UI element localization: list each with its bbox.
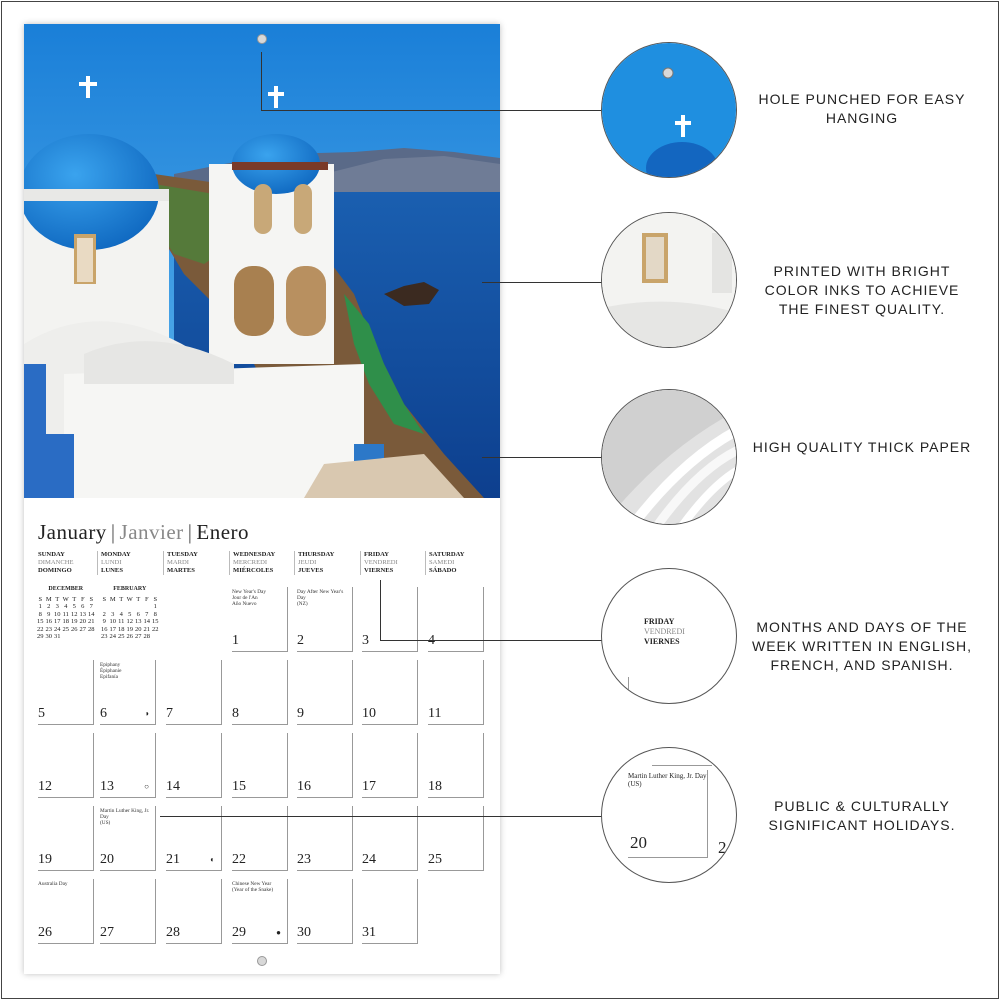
callout-inks: PRINTED WITH BRIGHT COLOR INKS TO ACHIEVE THE FINEST QUALITY. [764, 263, 960, 317]
connector-line-paper [482, 457, 602, 458]
mini-calendar-day: 1 [153, 603, 157, 610]
day-number: 14 [166, 779, 180, 794]
mini-calendar-day: F [144, 595, 149, 603]
zoom-holiday-sub: (US) [628, 780, 642, 788]
day-header-thursday [294, 551, 359, 575]
mini-calendar-day: 3 [55, 603, 59, 610]
day-number: 21 [166, 852, 180, 867]
callout-hole: HOLE PUNCHED FOR EASY HANGING [758, 91, 966, 126]
calendar-sheet [24, 24, 500, 974]
mini-calendar-day: M [45, 595, 52, 603]
day-fr: SAMEDI [429, 559, 455, 566]
moon-phase-icon: ◐ [210, 855, 215, 864]
day-cell [166, 660, 222, 725]
hanging-hole [257, 34, 267, 44]
mini-calendar-day: 24 [54, 625, 61, 633]
month-spanish: Enero [196, 520, 250, 544]
mini-calendar-day: 13 [135, 618, 142, 625]
holiday-label: Martin Luther King, Jr. Day (US) [100, 808, 150, 826]
day-number: 24 [362, 852, 376, 867]
zoom-bubble-inks [601, 212, 737, 348]
mini-calendar-day: 21 [143, 625, 150, 633]
zoom-friday-es: VIERNES [644, 637, 680, 646]
callout-holidays: PUBLIC & CULTURALLY SIGNIFICANT HOLIDAYS. [768, 798, 956, 833]
day-cell [362, 733, 418, 798]
mini-calendar-day: 14 [88, 610, 95, 618]
day-es: LUNES [101, 567, 123, 574]
day-en: MONDAY [101, 551, 131, 558]
day-cell [297, 587, 353, 652]
day-number: 9 [297, 706, 304, 721]
day-number: 31 [362, 925, 376, 940]
mini-calendar-day: 3 [111, 610, 115, 618]
mini-calendar-day: 24 [109, 633, 116, 640]
day-cell [428, 733, 484, 798]
holiday-label: Australia Day [38, 881, 68, 887]
mini-calendar-day: 13 [79, 610, 86, 618]
connector-line-languages [380, 640, 602, 641]
zoom-bubble-languages [601, 568, 737, 704]
day-number: 28 [166, 925, 180, 940]
day-cell [38, 806, 94, 871]
callout-paper: HIGH QUALITY THICK PAPER [752, 439, 972, 455]
mini-calendar-day: F [80, 595, 85, 603]
mini-calendar-day [87, 633, 96, 641]
day-fr: VENDREDI [364, 559, 398, 566]
mini-calendar-day: S [102, 595, 107, 603]
mini-calendar-day: 16 [101, 625, 108, 633]
day-cell [362, 879, 418, 944]
day-fr: MERCREDI [233, 559, 268, 566]
mini-calendar-day: 8 [38, 610, 42, 618]
day-number: 15 [232, 779, 246, 794]
mini-calendar-day: 7 [89, 603, 93, 610]
mini-calendar-day: 17 [109, 625, 116, 633]
callout-languages: MONTHS AND DAYS OF THE WEEK WRITTEN IN ENGLISH, FRENCH, AND SPANISH. [752, 619, 973, 673]
day-cell [428, 587, 484, 652]
mini-calendar-day: 21 [88, 618, 95, 625]
zoom-holiday-title: Martin Luther King, Jr. Day [628, 772, 707, 780]
mini-calendar-day [117, 603, 126, 611]
connector-line-languages [380, 580, 381, 640]
zoom-bubble-paper [601, 389, 737, 525]
day-number: 22 [232, 852, 246, 867]
day-cell [428, 660, 484, 725]
mini-calendar-day: 11 [118, 618, 125, 625]
day-number: 2 [297, 633, 304, 648]
day-es: DOMINGO [38, 567, 72, 574]
mini-calendar-row [36, 633, 96, 641]
mini-calendar-day: 23 [101, 633, 108, 640]
mini-calendar-row [100, 596, 160, 604]
day-es: MARTES [167, 567, 195, 574]
mini-calendar-day: W [62, 595, 69, 603]
mini-calendar-day [151, 633, 160, 641]
bottom-hole [257, 956, 267, 966]
mini-calendar-day [126, 603, 135, 611]
mini-calendar-day [143, 603, 152, 611]
day-es: MIÉRCOLES [233, 567, 274, 574]
day-cell [100, 806, 156, 871]
mini-calendar-day: T [72, 595, 77, 603]
mini-calendar-title: FEBRUARY [113, 586, 147, 592]
mini-calendar-day: 26 [71, 625, 78, 633]
moon-phase-icon: ● [276, 928, 281, 937]
mini-calendar-day: 4 [64, 603, 68, 610]
mini-calendar-day: 18 [118, 625, 125, 633]
day-number: 7 [166, 706, 173, 721]
day-number: 3 [362, 633, 369, 648]
mini-calendar-row [100, 626, 160, 634]
mini-calendar-day: 8 [153, 610, 157, 618]
holiday-label: Chinese New Year (Year of the Snake) [232, 881, 274, 893]
mini-calendar-row [100, 633, 160, 641]
zoom-friday-en: FRIDAY [644, 617, 675, 626]
day-header-tuesday [163, 551, 228, 575]
mini-calendar-day: 19 [71, 618, 78, 625]
mini-calendar-day: S [38, 595, 43, 603]
mini-calendar-row [36, 603, 96, 611]
mini-calendar-day: T [55, 595, 60, 603]
day-en: WEDNESDAY [233, 551, 276, 558]
mini-calendar-day: T [119, 595, 124, 603]
holiday-label: Epiphany Épiphanie Epifanía [100, 662, 122, 680]
day-cell [362, 660, 418, 725]
day-header-sunday [38, 551, 103, 575]
day-number: 29 [232, 925, 246, 940]
day-number [428, 633, 435, 649]
mini-calendar-day: 31 [54, 633, 61, 640]
mini-calendar-day: 25 [118, 633, 125, 640]
day-number: 26 [38, 925, 52, 940]
day-header-wednesday [229, 551, 294, 575]
day-cell [100, 660, 156, 725]
day-number: 10 [362, 706, 376, 721]
day-cell [232, 660, 288, 725]
day-cell [232, 879, 288, 944]
day-number: 5 [38, 706, 45, 721]
day-number: 20 [100, 852, 114, 867]
day-cell [38, 660, 94, 725]
day-number: 30 [297, 925, 311, 940]
day-header-saturday [425, 551, 490, 575]
day-header-monday [97, 551, 162, 575]
mini-calendar-day: S [89, 595, 94, 603]
connector-line-holidays [160, 816, 602, 817]
day-en: FRIDAY [364, 551, 390, 558]
mini-calendar-day: 12 [126, 618, 133, 625]
mini-calendar-day: 9 [47, 610, 51, 618]
day-fr: LUNDI [101, 559, 122, 566]
mini-calendar-title: DECEMBER [48, 586, 84, 592]
mini-calendar-day: 5 [128, 610, 132, 618]
mini-calendar-day: 19 [126, 625, 133, 633]
day-es: VIERNES [364, 567, 394, 574]
day-number: 18 [428, 779, 442, 794]
mini-calendar-day: T [136, 595, 141, 603]
day-cell [100, 733, 156, 798]
day-fr: DIMANCHE [38, 559, 74, 566]
day-es: JUEVES [298, 567, 324, 574]
mini-calendar-day: 29 [37, 633, 44, 640]
month-title [38, 520, 249, 545]
mini-calendar-day: 1 [38, 603, 42, 610]
mini-calendar-day: 25 [62, 625, 69, 633]
mini-calendar-row [36, 626, 96, 634]
mini-calendar-day: 15 [152, 618, 159, 625]
zoom-holiday-number: 20 [630, 833, 647, 852]
day-cell [166, 733, 222, 798]
mini-calendar-day: 20 [135, 625, 142, 633]
moon-phase-icon: ○ [144, 782, 149, 791]
day-cell [166, 879, 222, 944]
day-en: THURSDAY [298, 551, 335, 558]
mini-calendar-day: 6 [81, 603, 85, 610]
mini-calendar-day: 28 [143, 633, 150, 640]
mini-calendar-day: M [109, 595, 116, 603]
day-number: 17 [362, 779, 376, 794]
mini-calendar-day: 23 [45, 625, 52, 633]
mini-calendar-day: 27 [79, 625, 86, 633]
title-separator: | [110, 520, 116, 544]
mini-calendar-day [100, 603, 109, 611]
mini-calendar-day: 26 [126, 633, 133, 640]
mini-calendar-day: 2 [47, 603, 51, 610]
mini-calendar-december [36, 586, 96, 641]
day-number: 12 [38, 779, 52, 794]
day-cell [232, 733, 288, 798]
day-number: 23 [297, 852, 311, 867]
day-number: 16 [297, 779, 311, 794]
mini-calendar-day [70, 633, 79, 641]
mini-calendar-day [109, 603, 118, 611]
mini-calendar-day: 17 [54, 618, 61, 625]
holiday-label: New Year's Day Jour de l'An Año Nuevo [232, 589, 267, 607]
mini-calendar-day [134, 603, 143, 611]
zoom-bubble-hole [601, 42, 737, 178]
mini-calendar-day: 9 [102, 618, 106, 625]
moon-phase-icon: ◑ [144, 709, 149, 718]
zoom-bubble-holidays [601, 747, 737, 883]
day-fr: MARDI [167, 559, 189, 566]
zoom-holiday-next: 2 [718, 838, 727, 857]
day-cell [100, 879, 156, 944]
mini-calendar-day [79, 633, 88, 641]
santorini-photo [24, 24, 500, 498]
mini-calendar-day: 2 [102, 610, 106, 618]
day-es: SÁBADO [429, 567, 457, 574]
mini-calendar-day: 10 [109, 618, 116, 625]
day-header-friday [360, 551, 425, 575]
mini-calendar-row [36, 596, 96, 604]
day-en: TUESDAY [167, 551, 198, 558]
day-cell [362, 587, 418, 652]
day-number: 8 [232, 706, 239, 721]
month-french: Janvier [119, 520, 184, 544]
mini-calendar-day: 28 [88, 625, 95, 633]
mini-calendar-day: 22 [37, 625, 44, 633]
day-number: 25 [428, 852, 442, 867]
connector-line-hole [261, 52, 262, 110]
mini-calendar-day: 7 [145, 610, 149, 618]
mini-calendar-day: 14 [143, 618, 150, 625]
mini-calendar-day: 15 [37, 618, 44, 625]
day-cell [297, 660, 353, 725]
mini-calendar-day: 6 [136, 610, 140, 618]
day-cell [38, 879, 94, 944]
day-number: 1 [232, 633, 239, 648]
mini-calendar-day: S [153, 595, 158, 603]
holiday-label: Day After New Year's Day (NZ) [297, 589, 344, 607]
month-english: January [38, 520, 107, 544]
connector-line-hole [261, 110, 601, 111]
mini-calendar-day: 18 [62, 618, 69, 625]
day-en: SATURDAY [429, 551, 465, 558]
connector-line-inks [482, 282, 602, 283]
mini-calendar-day: 30 [45, 633, 52, 640]
day-cell [38, 733, 94, 798]
day-cell [297, 879, 353, 944]
day-cell [232, 587, 288, 652]
day-number: 19 [38, 852, 52, 867]
mini-calendar-day: 10 [54, 610, 61, 618]
mini-calendar-day: 12 [71, 610, 78, 618]
mini-calendar-row [100, 603, 160, 611]
mini-calendar-day: 22 [152, 625, 159, 633]
day-number: 13 [100, 779, 114, 794]
day-number: 27 [100, 925, 114, 940]
mini-calendar-day: 27 [135, 633, 142, 640]
mini-calendar-day: W [126, 595, 133, 603]
mini-calendar-day: 11 [62, 610, 69, 618]
mini-calendar-row [100, 611, 160, 619]
mini-calendar-day: 5 [72, 603, 76, 610]
day-fr: JEUDI [298, 559, 317, 566]
day-en: SUNDAY [38, 551, 65, 558]
mini-calendar-row [100, 618, 160, 626]
mini-calendar-february [100, 586, 160, 641]
day-number: 11 [428, 706, 442, 721]
day-number: 6 [100, 706, 107, 721]
mini-calendar-day: 20 [79, 618, 86, 625]
mini-calendar-day: 16 [45, 618, 52, 625]
day-cell [297, 733, 353, 798]
mini-calendar-day: 4 [119, 610, 123, 618]
zoom-friday-fr: VENDREDI [644, 627, 685, 636]
mini-calendar-row [36, 618, 96, 626]
title-separator: | [187, 520, 193, 544]
mini-calendar-row [36, 611, 96, 619]
mini-calendar-day [62, 633, 71, 641]
